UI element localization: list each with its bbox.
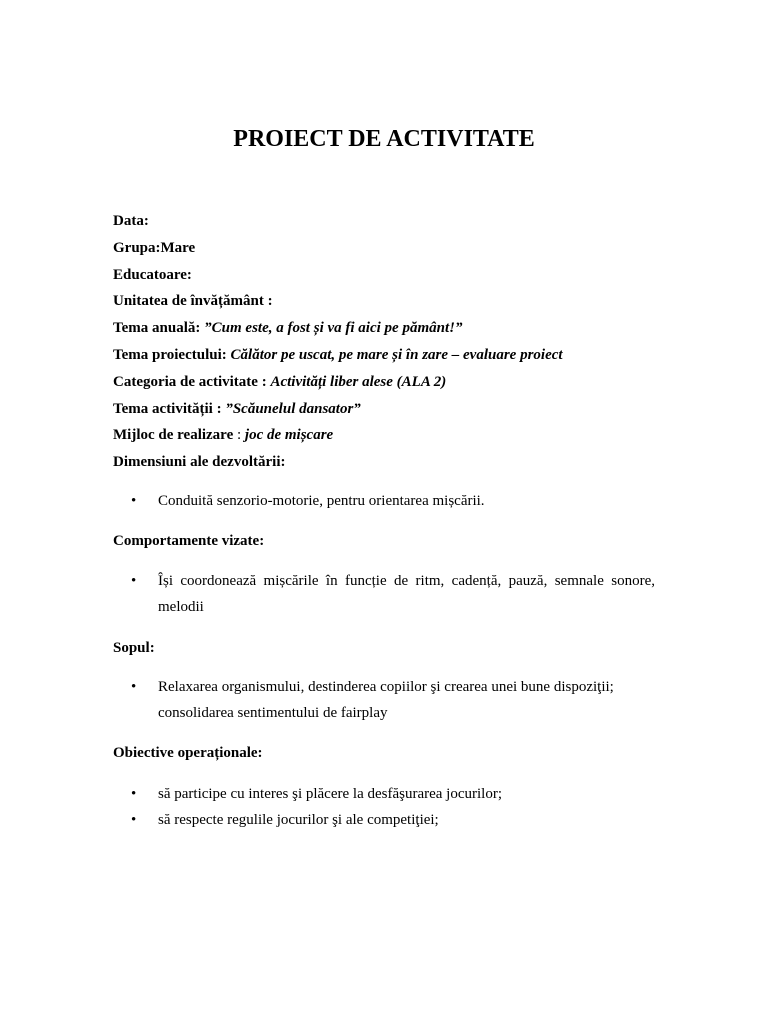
dimensiuni-list-item [113, 488, 655, 514]
info-tema-activitatii [113, 396, 655, 423]
info-mijloc [113, 422, 655, 449]
comportamente-item-text: Își coordonează mișcările în funcție de ritm, cadență, pauză, semnale sonore, melodii [158, 573, 655, 615]
info-categoria [113, 369, 655, 396]
info-tema-proiect [113, 342, 655, 369]
mijloc-label: Mijloc de realizare [113, 427, 234, 444]
info-data [113, 208, 655, 235]
info-unitatea [113, 288, 655, 315]
scop-heading: Sopul: [113, 640, 155, 656]
bullet-icon: • [131, 679, 137, 695]
tema-activitatii-label: Tema activității : [113, 400, 226, 417]
mijloc-separator: : [233, 427, 245, 444]
obiective-item-text: să participe cu interes şi plăcere la desfăşurarea jocurilor; [158, 786, 502, 802]
data-label: Data: [113, 213, 149, 229]
educatoare-label: Educatoare: [113, 266, 192, 283]
scop-item-text: Relaxarea organismului, destinderea copiilor şi crearea unei bune dispoziţii; consolidarea sentimentului de fairplay [158, 679, 614, 721]
bullet-icon: • [131, 812, 137, 828]
dimensiuni-item-text: Conduită senzorio-motorie, pentru orientarea mișcării. [158, 493, 485, 509]
bullet-icon: • [131, 493, 137, 509]
categoria-label: Categoria de activitate : [113, 373, 271, 390]
grupa-value: Mare [160, 239, 196, 256]
dimensiuni-label: Dimensiuni ale dezvoltării: [113, 454, 286, 471]
comportamente-heading: Comportamente vizate: [113, 533, 265, 549]
grupa-label: Grupa: [113, 239, 161, 256]
obiective-list-item-2 [113, 807, 655, 833]
bullet-icon: • [131, 573, 137, 589]
obiective-heading: Obiective operaționale: [113, 745, 263, 761]
tema-anuala-label: Tema anuală: [113, 320, 205, 337]
comportamente-list-item [113, 568, 655, 620]
categoria-value: Activități liber alese (ALA 2) [270, 373, 447, 390]
mijloc-value: joc de mișcare [244, 427, 334, 444]
obiective-list-item-1 [113, 781, 655, 807]
tema-activitatii-value: ”Scăunelul dansator” [225, 400, 361, 417]
info-grupa [113, 235, 655, 262]
tema-proiect-label: Tema proiectului: [113, 346, 231, 363]
scop-list-item [113, 674, 655, 726]
info-dimensiuni [113, 449, 655, 476]
bullet-icon: • [131, 786, 137, 802]
info-educatoare [113, 262, 655, 289]
tema-proiect-value: Călător pe uscat, pe mare și în zare – evaluare proiect [230, 346, 563, 363]
document-title: PROIECT DE ACTIVITATE [233, 126, 535, 152]
tema-anuala-value: ”Cum este, a fost și va fi aici pe pământ!” [204, 320, 463, 337]
unitatea-label: Unitatea de învățământ : [113, 293, 273, 310]
info-tema-anuala [113, 315, 655, 342]
info-block [113, 208, 655, 476]
obiective-item-text: să respecte regulile jocurilor şi ale competiţiei; [158, 812, 439, 828]
